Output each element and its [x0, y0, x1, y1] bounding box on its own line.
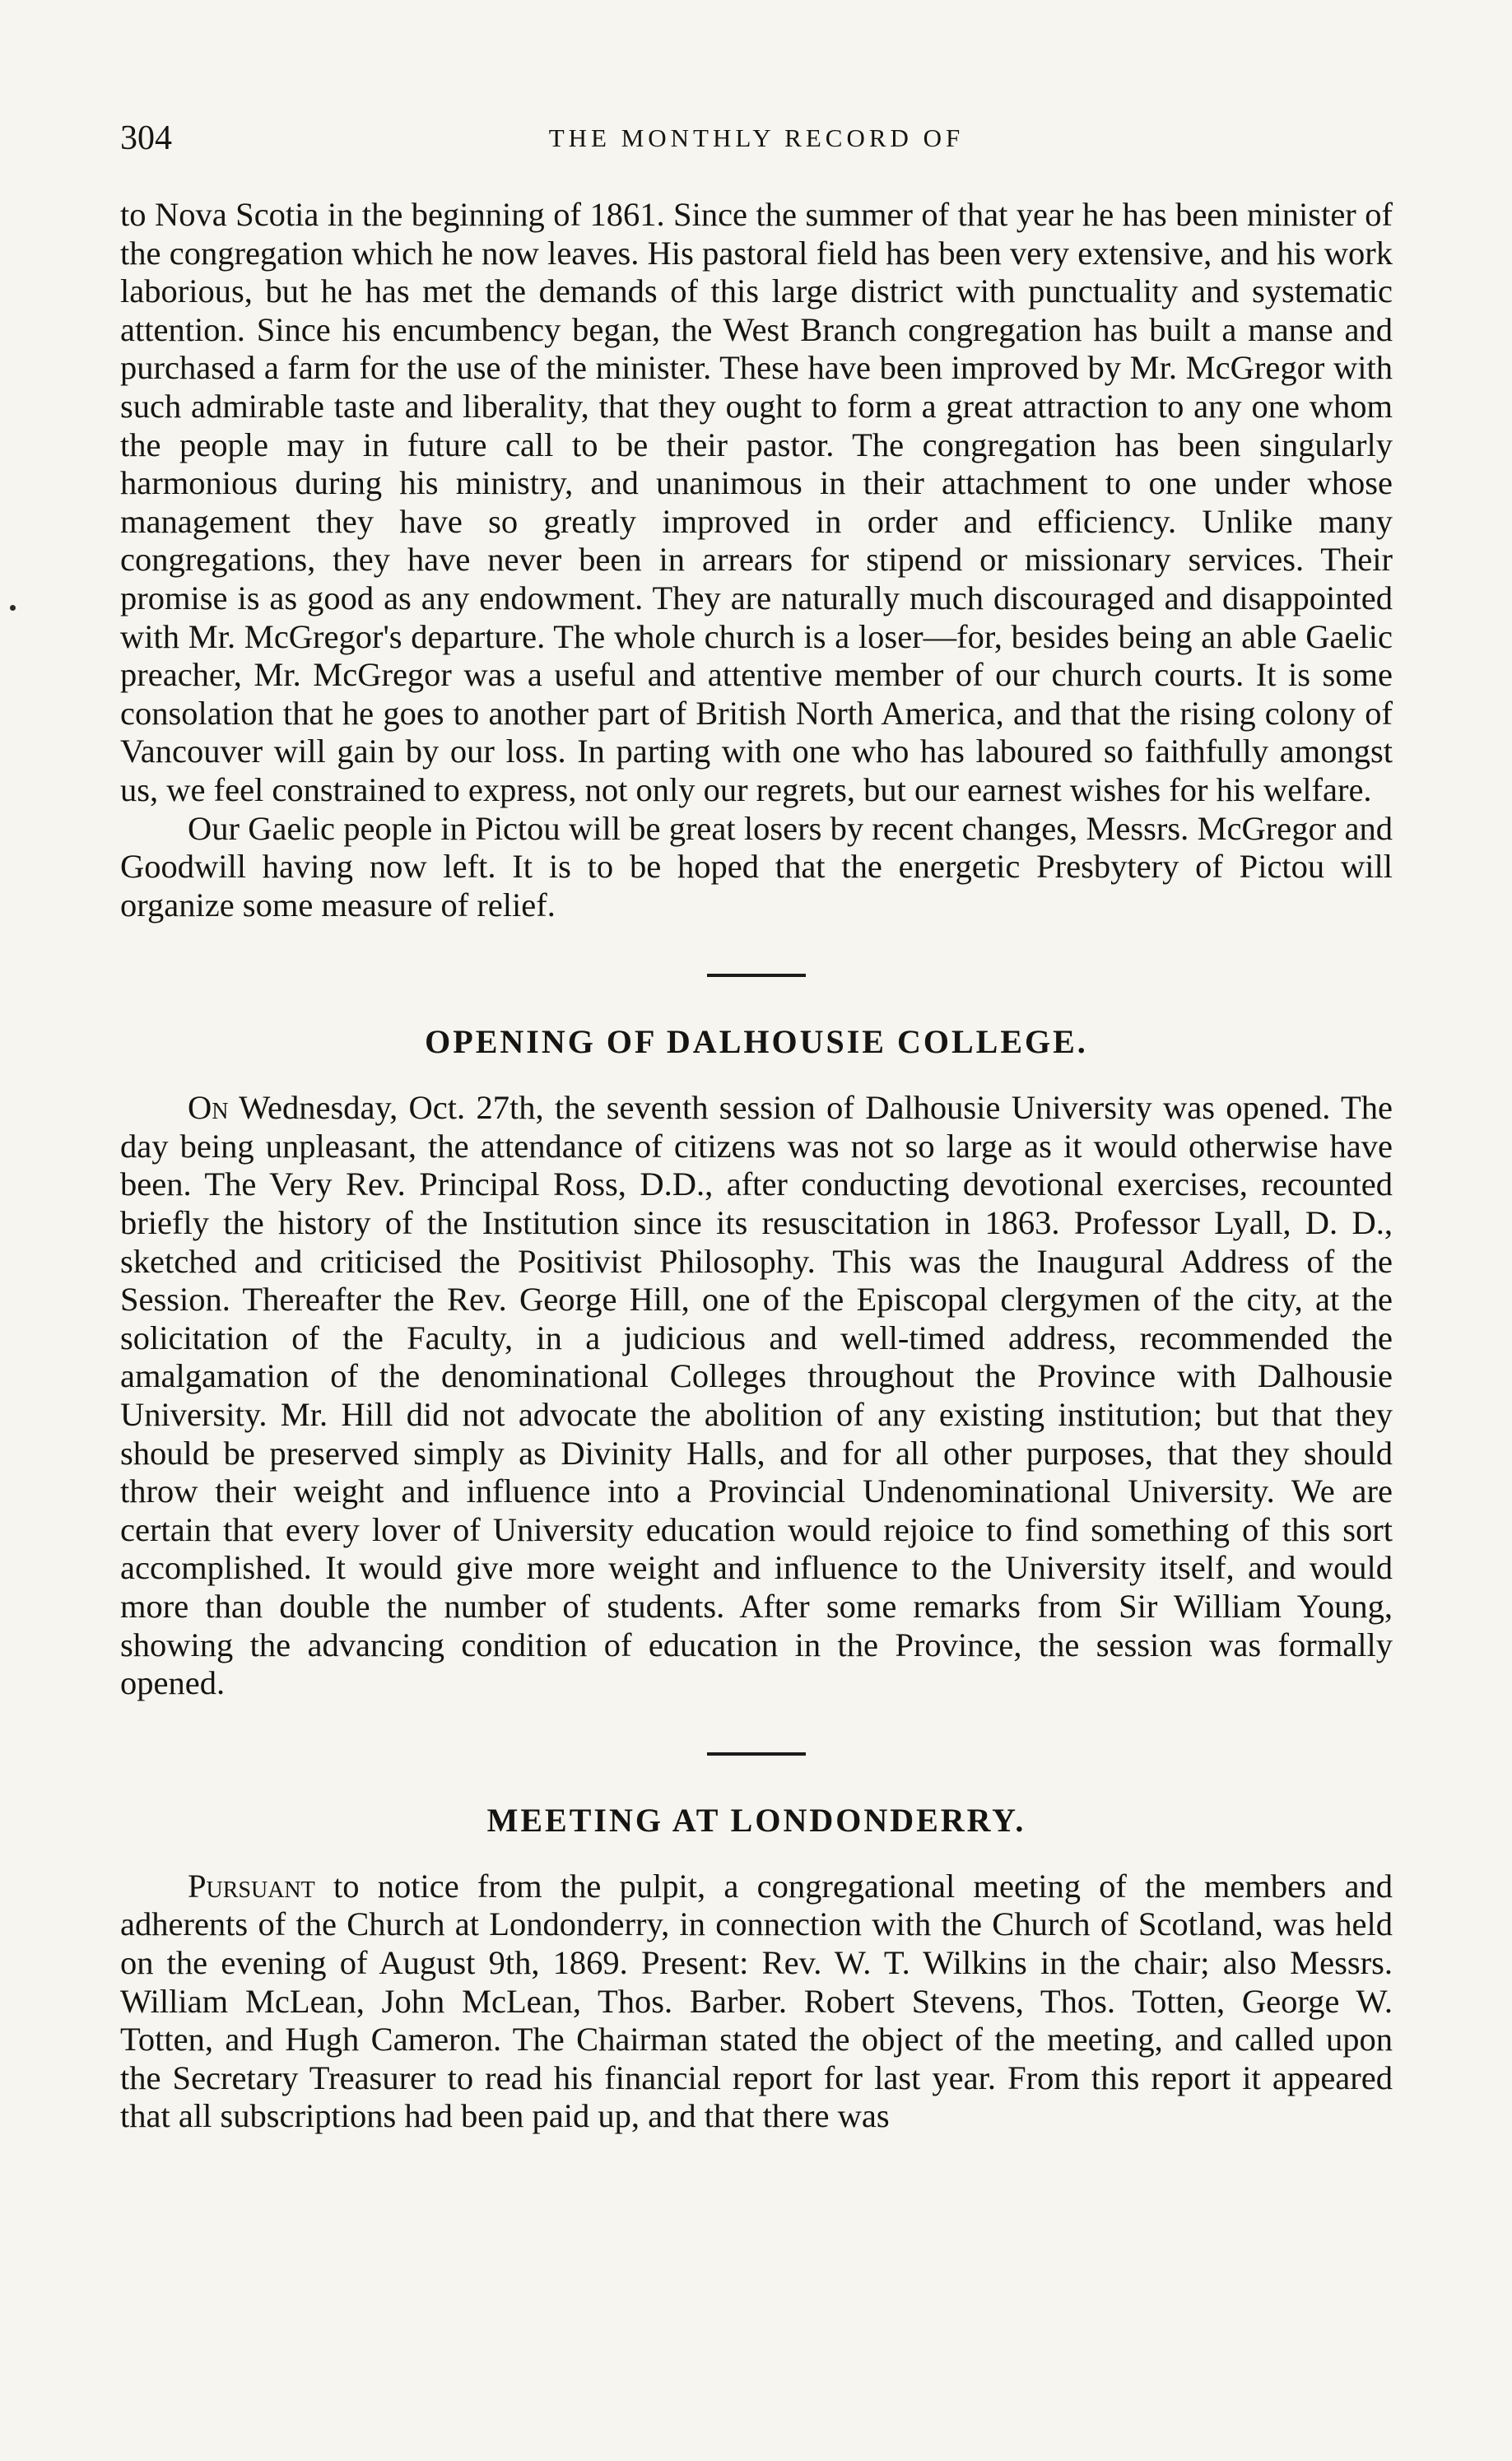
paragraph-text: to notice from the pulpit, a congregational meeting of the members and adherents of the Church at Londonderry, in connection with the Church of Scotland, was held on the evening of August 9th, 1869. Present: Rev. W. T. Wilkins in the chair; also Messrs. William McLean, John McLean, Thos. Barber. Robert Stevens, Thos. Totten, George W. Totten, and Hugh Cameron. The Chairman stated the object of the meeting, and called upon the Secretary Treasurer to read his financial report for last year. From this report it appeared that all subscriptions had been paid up, and that there was	[120, 1867, 1393, 2135]
lead-word: On	[188, 1089, 229, 1127]
pictou-paragraph: Our Gaelic people in Pictou will be great losers by recent changes, Messrs. McGregor and Goodwill having now left. It is to be hoped that the energetic Presbytery of Pictou will organize some measure of relief.	[120, 809, 1393, 923]
section-divider	[707, 1752, 806, 1756]
page-number: 304	[120, 119, 172, 157]
section-divider	[707, 974, 806, 977]
londonderry-paragraph	[120, 1868, 1393, 2136]
section-heading-dalhousie: OPENING OF DALHOUSIE COLLEGE.	[425, 1023, 1088, 1061]
body-text	[120, 196, 1393, 2136]
continuation-paragraph: to Nova Scotia in the beginning of 1861. Since the summer of that year he has been minister of the congregation which he now leaves. His pastoral field has been very extensive, and his work laborious, but he has met the demands of this large district with punctuality and systematic attention. Since his encumbency began, the West Branch congregation has built a manse and purchased a farm for the use of the minister. These have been improved by Mr. McGregor with such admirable taste and liberality, that they ought to form a great attraction to any one whom the people may in future call to be their pastor. The congregation has been singularly harmonious during his ministry, and unanimous in their attachment to one under whose management they have so greatly improved in order and efficiency. Unlike many congregations, they have never been in arrears for stipend or missionary services. Their promise is as good as any endowment. They are naturally much discouraged and disappointed with Mr. McGregor's departure. The whole church is a loser—for, besides being an able Gaelic preacher, Mr. McGregor was a useful and attentive member of our church courts. It is some consolation that he goes to another part of British North America, and that the rising colony of Vancouver will gain by our loss. In parting with one who has laboured so faithfully amongst us, we feel constrained to express, not only our regrets, but our earnest wishes for his welfare.	[120, 196, 1393, 808]
section-heading-londonderry: MEETING AT LONDONDERRY.	[486, 1801, 1026, 1839]
dalhousie-paragraph	[120, 1089, 1393, 1703]
paragraph-text: Wednesday, Oct. 27th, the seventh session of Dalhousie University was opened. The day being unpleasant, the attendance of citizens was not so large as it would otherwise have been. The Very Rev. Principal Ross, D.D., after conducting devotional exercises, recounted briefly the history of the Institution since its resuscitation in 1863. Professor Lyall, D. D., sketched and criticised the Positivist Philosophy. This was the Inaugural Address of the Session. Thereafter the Rev. George Hill, one of the Episcopal clergymen of the city, at the solicitation of the Faculty, in a judicious and well-timed address, recommended the amalgamation of the denominational Colleges throughout the Province with Dalhousie University. Mr. Hill did not advocate the abolition of any existing institution; but that they should be preserved simply as Divinity Halls, and for all other purposes, that they should throw their weight and influence into a Provincial Undenominational University. We are certain that every lover of University education would rejoice to find something of this sort accomplished. It would give more weight and influence to the University itself, and would more than double the number of students. After some remarks from Sir William Young, showing the advancing condition of education in the Province, the session was formally opened.	[120, 1089, 1393, 1702]
lead-word: Pursuant	[188, 1867, 315, 1905]
running-head: THE MONTHLY RECORD OF	[548, 123, 965, 152]
ink-speck	[10, 605, 16, 611]
page-header	[120, 115, 1393, 161]
